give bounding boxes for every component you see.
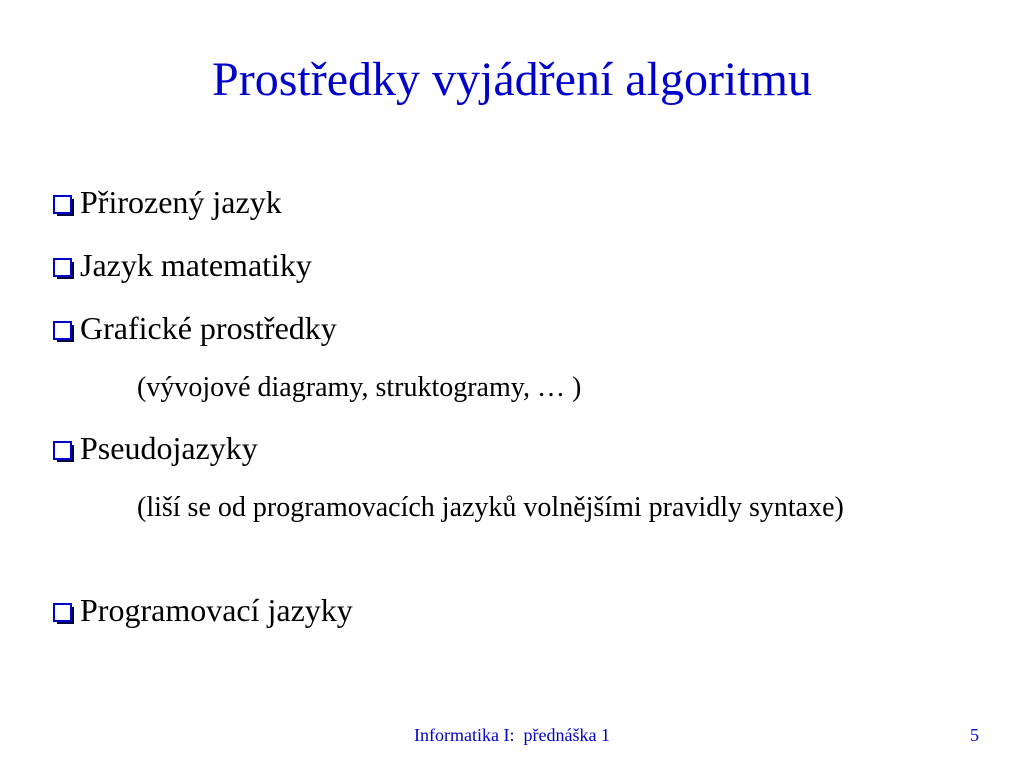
list-item-label: Jazyk matematiky (80, 247, 312, 283)
list-item-math-language (53, 249, 312, 281)
list-item-label: Programovací jazyky (80, 592, 353, 628)
hollow-square-bullet-icon (53, 603, 73, 623)
note-pseudolanguages: (liší se od programovacích jazyků volnějšími pravidly syntaxe) (137, 492, 844, 523)
list-item-natural-language (53, 186, 282, 218)
hollow-square-bullet-icon (53, 321, 73, 341)
list-item-programming-languages (53, 594, 353, 626)
list-item-pseudolanguages (53, 432, 258, 464)
list-item-label: Pseudojazyky (80, 430, 258, 466)
slide-title: Prostředky vyjádření algoritmu (212, 53, 812, 106)
list-item-label: Přirozený jazyk (80, 184, 282, 220)
footer-course: Informatika I: přednáška 1 (414, 725, 610, 745)
list-item-graphic-means (53, 312, 337, 344)
hollow-square-bullet-icon (53, 258, 73, 278)
list-item-label: Grafické prostředky (80, 310, 337, 346)
page-number: 5 (970, 725, 979, 745)
note-graphic-means: (vývojové diagramy, struktogramy, … ) (137, 372, 582, 403)
hollow-square-bullet-icon (53, 441, 73, 461)
hollow-square-bullet-icon (53, 195, 73, 215)
